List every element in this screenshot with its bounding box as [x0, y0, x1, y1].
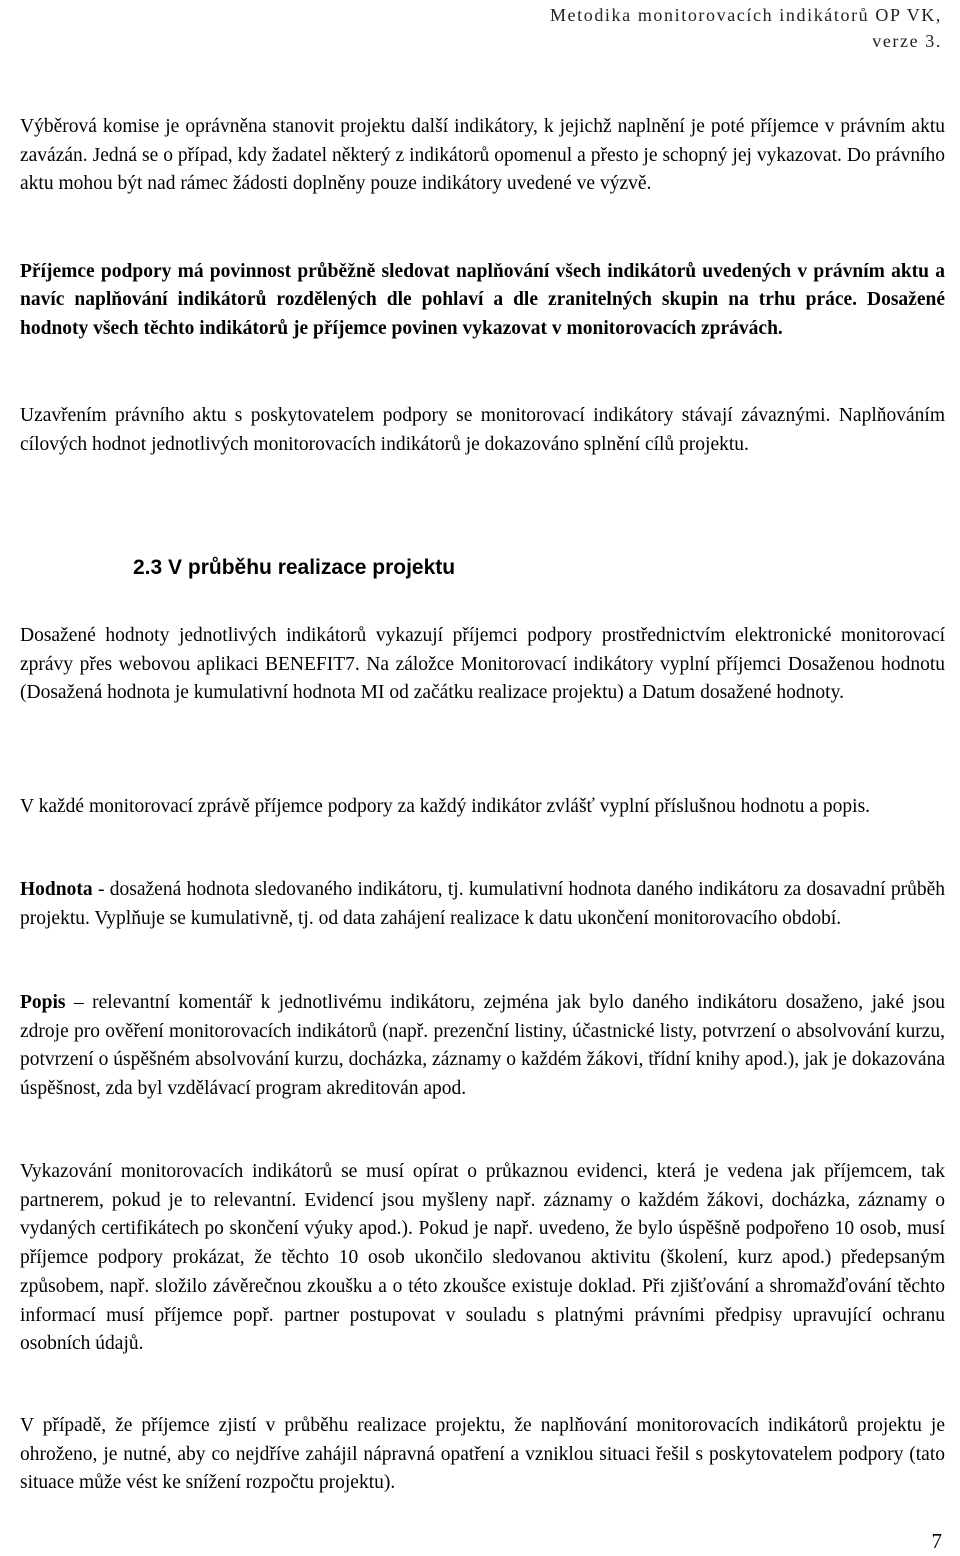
term-hodnota: Hodnota: [20, 879, 93, 900]
header-title: Metodika monitorovacích indikátorů OP VK,: [549, 5, 942, 25]
paragraph-evidence: Vykazování monitorovacích indikátorů se musí opírat o průkaznou evidenci, která je vedena jak příjemcem, tak partnerem, pokud je to relevantní. Evidencí jsou myšleny např. záznamy o každém žákovi, docházka, záznamy o vydaných certifikátech po skončení výuky apod.). Pokud je např. uvedeno, že bylo úspěšně podpořeno 10 osob, musí příjemce podpory prokázat, že těchto 10 osob ukončilo sledovanou aktivitu (školení, kurz apod.) předepsaným způsobem, např. složilo závěrečnou zkoušku a o této zkoušce existuje doklad. Při zjišťování a shromažďování těchto informací musí příjemce popř. partner postupovat v souladu s platnými právními předpisy upravující ochranu osobních údajů.: [20, 1161, 945, 1355]
paragraph-legal-act: Uzavřením právního aktu s poskytovatelem podpory se monitorovací indikátory stávají závaznými. Naplňováním cílových hodnot jednotlivých monitorovacích indikátorů je dokazováno splnění cílů projektu.: [20, 405, 945, 455]
paragraph-hodnota: [20, 876, 945, 933]
definition-popis: – relevantní komentář k jednotlivému indikátoru, zejména jak bylo daného indikátoru dosaženo, jaké jsou zdroje pro ověření monitorovacích indikátorů (např. prezenční listiny, účastnické listy, potvrzení o absolvování kurzu, potvrzení o úspěšném absolvování kurzu, docházka, záznamy o každém žákovi, třídní knihy apod.), jak je dokazována úspěšnost, zda byl vzdělávací program akreditován apod.: [20, 992, 945, 1100]
running-header: [550, 2, 942, 54]
section-heading: 2.3 V průběhu realizace projektu: [133, 556, 456, 579]
paragraph-popis: [20, 989, 945, 1104]
header-version: verze 3.: [872, 31, 942, 51]
paragraph-evaluation-committee: Výběrová komise je oprávněna stanovit projektu další indikátory, k jejichž naplnění je poté příjemce v právním aktu zavázán. Jedná se o případ, kdy žadatel některý z indikátorů opomenul a přesto je schopný jej vykazovat. Do právního aktu mohou být nad rámec žádosti doplněny pouze indikátory uvedené ve výzvě.: [20, 116, 945, 195]
term-popis: Popis: [20, 992, 66, 1013]
paragraph-recipient-obligation: Příjemce podpory má povinnost průběžně sledovat naplňování všech indikátorů uvedených v právním aktu a navíc naplňování indikátorů rozdělených dle pohlaví a dle zranitelných skupin na trhu práce. Dosažené hodnoty všech těchto indikátorů je příjemce povinen vykazovat v monitorovacích zprávách.: [20, 261, 945, 339]
definition-hodnota: - dosažená hodnota sledovaného indikátoru, tj. kumulativní hodnota daného indikátoru za dosavadní průběh projektu. Vyplňuje se kumulativně, tj. od data zahájení realizace k datu ukončení monitorovacího období.: [20, 879, 945, 929]
paragraph-each-report: V každé monitorovací zprávě příjemce podpory za každý indikátor zvlášť vyplní příslušnou hodnotu a popis.: [20, 796, 871, 817]
paragraph-risk: V případě, že příjemce zjistí v průběhu realizace projektu, že naplňování monitorovacích indikátorů projektu je ohroženo, je nutné, aby co nejdříve zahájil nápravná opatření a vzniklou situaci řešil s poskytovatelem podpory (tato situace může vést ke snížení rozpočtu projektu).: [20, 1415, 945, 1494]
page-number: 7: [931, 1529, 942, 1553]
paragraph-reporting: Dosažené hodnoty jednotlivých indikátorů vykazují příjemci podpory prostřednictvím elektronické monitorovací zprávy přes webovou aplikaci BENEFIT7. Na záložce Monitorovací indikátory vyplní příjemci Dosaženou hodnotu (Dosažená hodnota je kumulativní hodnota MI od začátku realizace projektu) a Datum dosažené hodnoty.: [20, 625, 945, 704]
